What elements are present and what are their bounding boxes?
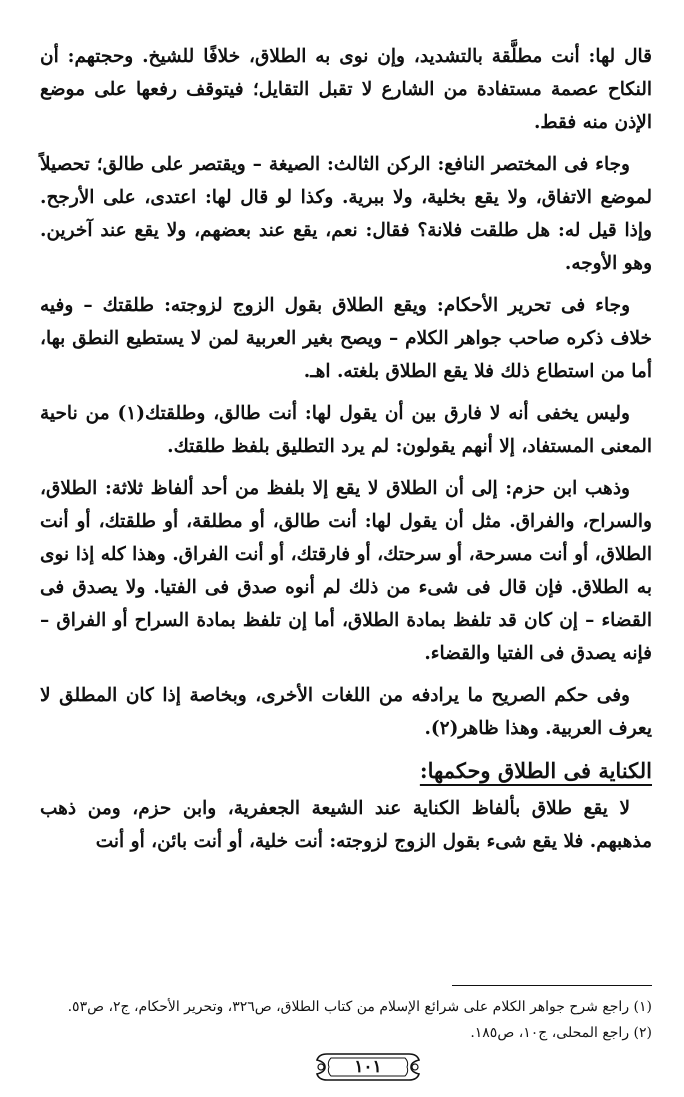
paragraph-6: وفى حكم الصريح ما يرادفه من اللغات الأخرى، وبخاصة إذا كان المطلق لا يعرف العربية. وهذا ظاهر(٢).: [40, 685, 652, 739]
footnote-2: (٢) راجع المحلى، ج١٠، ص١٨٥.: [470, 1025, 652, 1041]
paragraph-4: وليس يخفى أنه لا فارق بين أن يقول لها: أنت طالق، وطلقتك(١) من ناحية المعنى المستفاد، إلا أنهم يقولون: لم يرد التطليق بلفظ طلقتك.: [40, 403, 652, 457]
paragraph-1: قال لها: أنت مطلَّقة بالتشديد، وإن نوى به الطلاق، خلافًا للشيخ. وحجتهم: أن النكاح عصمة مستفادة من الشارع لا تقبل التقايل؛ فيتوقف رفعها على موضع الإذن منه فقط.: [40, 46, 652, 133]
paragraph-3: وجاء فى تحرير الأحكام: ويقع الطلاق بقول الزوج لزوجته: طلقتك – وفيه خلاف ذكره صاحب جواهر الكلام – ويصح بغير العربية لمن لا يستطيع النطق بها، أما من استطاع ذلك فلا يقع الطلاق بلغته. اهـ.: [40, 295, 652, 382]
page-number: ١٠١: [354, 1057, 382, 1077]
page-body: [40, 40, 652, 867]
footnote-1: (١) راجع شرح جواهر الكلام على شرائع الإسلام من كتاب الطلاق، ص٣٢٦، وتحرير الأحكام، ج٢، ص٥٣.: [67, 999, 652, 1015]
footnotes: [40, 994, 652, 1046]
paragraph-2: وجاء فى المختصر النافع: الركن الثالث: الصيغة – ويقتصر على طالق؛ تحصيلاً لموضع الاتفاق، ولا يقع بخلية، ولا ببرية. وكذا لو قال لها: اعتدى، على الأرجح. وإذا قيل له: هل طلقت فلانة؟ فقال: نعم، يقع عند بعضهم، ولا يقع عند آخرين. وهو الأوجه.: [40, 154, 652, 274]
paragraph-7: لا يقع طلاق بألفاظ الكناية عند الشيعة الجعفرية، وابن حزم، ومن ذهب مذهبهم. فلا يقع شىء بقول الزوج لزوجته: أنت خلية، أو أنت بائن، أو أنت: [40, 798, 652, 852]
paragraph-5: وذهب ابن حزم: إلى أن الطلاق لا يقع إلا بلفظ من أحد ألفاظ ثلاثة: الطلاق، والسراح، والفراق. مثل أن يقول لها: أنت طالق، أو مطلقة، أو طلقتك، أو أنت الطلاق، أو أنت مسرحة، أو سرحتك، أو فارقتك، أو أنت الفراق. وهذا كله إذا نوى به الطلاق. فإن قال فى شىء من ذلك لم أنوه صدق فى الفتيا. ولا يصدق فى القضاء – إن كان قد تلفظ بمادة الطلاق، أما إن تلفظ بمادة السراح أو الفراق – فإنه يصدق فى الفتيا والقضاء.: [40, 478, 652, 664]
page-number-ornament: [313, 1050, 423, 1084]
footnote-divider: [452, 985, 652, 986]
section-heading: الكناية فى الطلاق وحكمها:: [419, 758, 652, 783]
